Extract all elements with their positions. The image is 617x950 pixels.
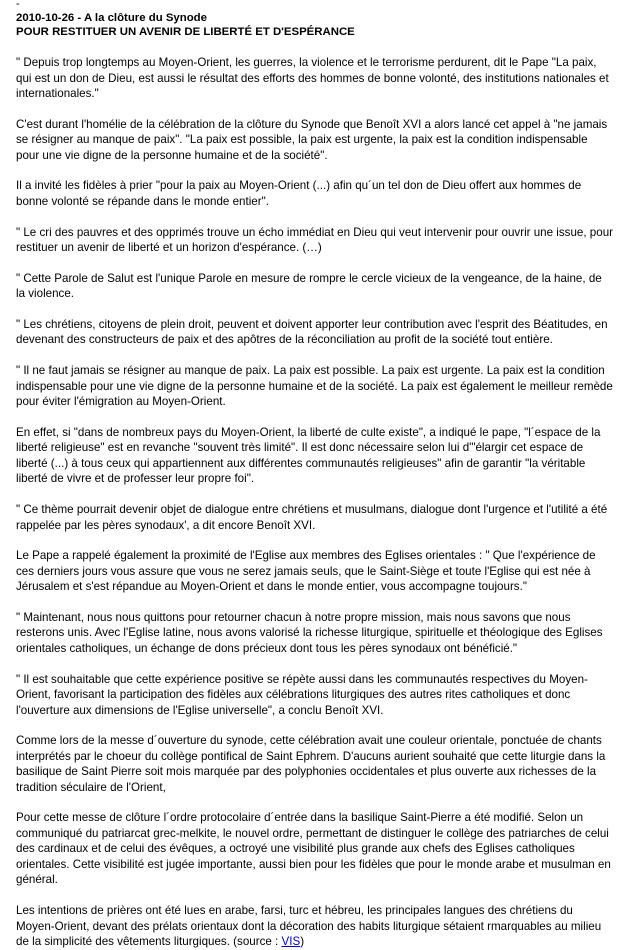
article-paragraph: " Maintenant, nous nous quittons pour retourner chacun à notre propre mission, mais nous savons que nous resterons unis. Avec l'Eglise latine, nous avons valorisé la richesse liturgique, spirituelle et théologique des Eglises orientales catholiques, un échange de dons précieux dont tous les pères synodaux ont bénéficié." bbox=[16, 610, 603, 655]
article-header bbox=[16, 0, 613, 39]
top-marker: - bbox=[16, 0, 20, 10]
article-paragraph: " Il est souhaitable que cette expérience positive se répète aussi dans les communautés respectives du Moyen-Orient, favorisant la participation des fidèles aux célébrations liturgiques des autres rites catholiques et donc l'ouverture aux dimensions de l'Eglise universelle", a conclu Benoît XVI. bbox=[16, 672, 588, 717]
article-paragraph: " Le cri des pauvres et des opprimés trouve un écho immédiat en Dieu qui veut intervenir pour ouvrir une issue, pour restituer un avenir de liberté et un horizon d'espérance. (…) bbox=[16, 225, 613, 255]
article-paragraph: Il a invité les fidèles à prier "pour la paix au Moyen-Orient (...) afin qu´un tel don de Dieu offert aux hommes de bonne volonté se répande dans le monde entier". bbox=[16, 179, 582, 208]
article-paragraph: " Les chrétiens, citoyens de plein droit, peuvent et doivent apporter leur contribution avec l'esprit des Béatitudes, en devenant des constructeurs de paix et des apôtres de la réconciliation au profit de la société tout entière. bbox=[16, 317, 608, 347]
article-body bbox=[16, 55, 613, 888]
article-paragraph: " Cette Parole de Salut est l'unique Parole en mesure de rompre le cercle vicieux de la vengeance, de la haine, de la violence. bbox=[16, 271, 602, 301]
article-paragraph: " Il ne faut jamais se résigner au manque de paix. La paix est possible. La paix est urgente. La paix est la condition indispensable pour une vie digne de la personne humaine et de la société. La paix est également le meilleur remède pour éviter l'émigration au Moyen-Orient. bbox=[16, 364, 613, 409]
article-paragraph: C'est durant l'homélie de la célébration de la clôture du Synode que Benoît XVI a alors lancé cet appel à "ne jamais se résigner au manque de paix". "La paix est possible, la paix est urgente, la paix est la condition indispensable pour une vie digne de la personne humaine et de la société". bbox=[16, 117, 608, 162]
article-paragraph-last bbox=[16, 903, 613, 950]
source-link[interactable]: VIS bbox=[281, 935, 301, 949]
article-date-title: 2010-10-26 - A la clôture du Synode bbox=[16, 12, 207, 24]
article-paragraph: Le Pape a rappelé également la proximité de l'Eglise aux membres des Eglises orientales : " Que l'expérience de ces derniers jours vous assure que vous ne serez jamais seuls, que le Saint-Siège et toute l'Eglise qui est née à Jérusalem et s'est répandue au Moyen-Orient et dans le monde entier, vous accompagne toujours." bbox=[16, 549, 596, 594]
article-headline: POUR RESTITUER UN AVENIR DE LIBERTÉ ET D'ESPÉRANCE bbox=[16, 25, 355, 38]
last-paragraph-tail: ) bbox=[300, 935, 305, 949]
article-paragraph: En effet, si "dans de nombreux pays du Moyen-Orient, la liberté de culte existe", a indiqué le pape, "l´espace de la liberté religieuse" est en revanche "souvent très limité". Il est donc nécessaire selon lui d'"élargir cet espace de liberté (...) à tous ceux qui appartiennent aux différentes communautés religieuses" afin de garantir "la véritable liberté de vivre et de professer leur propre foi". bbox=[16, 425, 601, 486]
article-paragraph: Pour cette messe de clôture l´ordre protocolaire d´entrée dans la basilique Saint-Pierre a été modifié. Selon un communiqué du patriarcat grec-melkite, le nouvel ordre, permettant de distinguer le collège des patriarches de celui des cardinaux et de celui des évêques, a octroyé une visibilité plus grande aux chefs des Eglises catholiques orientales. Cette visibilité est jugée importante, aussi bien pour les fidèles que pour le monde arabe et musulman en général. bbox=[16, 811, 611, 887]
article-paragraph: Comme lors de la messe d´ouverture du synode, cette célébration avait une couleur orientale, ponctuée de chants interprétés par le choeur du collège pontifical de Saint Ephrem. D'aucuns aurient souhaité que cette liturgie dans la basilique de Saint Pierre soit mois marquée par des polyphonies occidentales et plus ouverte aux richesses de la tradition séculaire de l'Orient, bbox=[16, 734, 606, 794]
article-paragraph: " Ce thème pourrait devenir objet de dialogue entre chrétiens et musulmans, dialogue dont l'urgence et l'utilité a été rappelée par les pères synodaux', a dit encore Benoît XVI. bbox=[16, 503, 608, 532]
article-paragraph: " Depuis trop longtemps au Moyen-Orient, les guerres, la violence et le terrorisme perdurent, dit le Pape "La paix, qui est un don de Dieu, est aussi le résultat des efforts des hommes de bonne volonté, des institutions nationales et internationales." bbox=[16, 56, 609, 100]
last-paragraph-text: Les intentions de prières ont été lues en arabe, farsi, turc et hébreu, les principales langues des chrétiens du Moyen-Orient, devant des prélats orientaux dont la décoration des habits liturgique sétaient rmarquables au milieu de la simplicité des vêtements liturgiques. (source : bbox=[16, 904, 602, 949]
